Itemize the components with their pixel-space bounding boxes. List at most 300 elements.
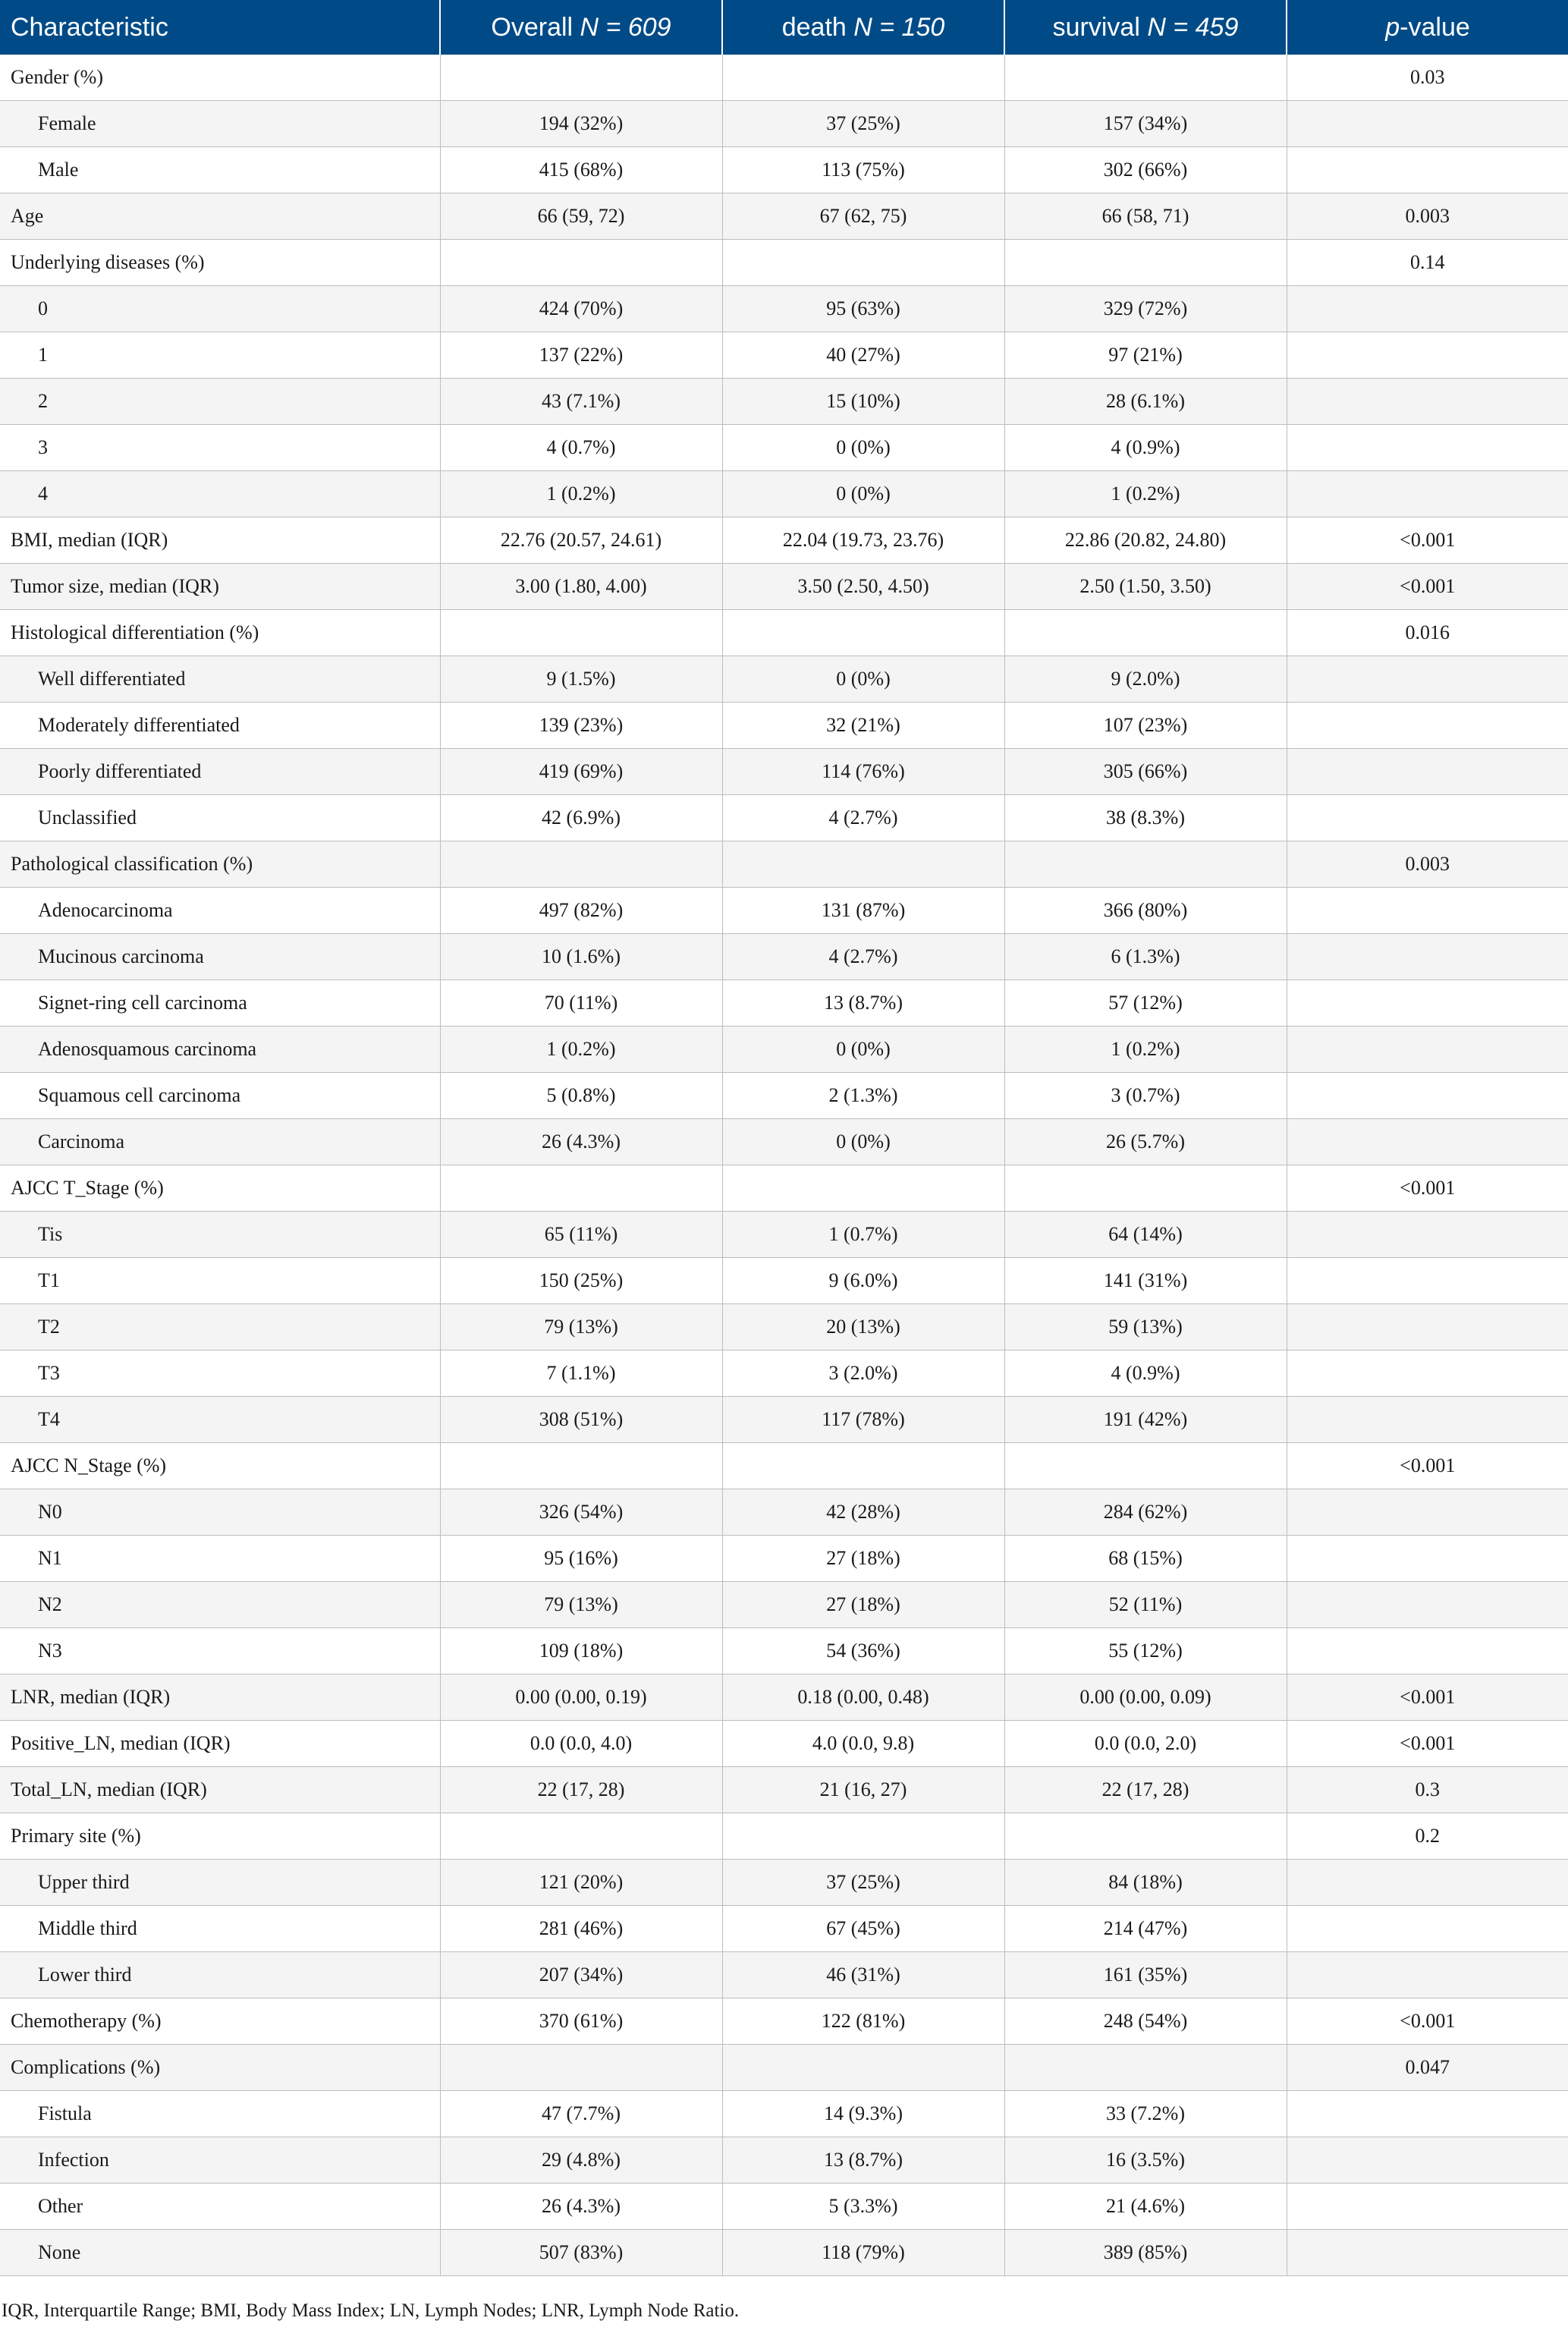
cell-overall: 370 (61%) [440,1998,722,2045]
cell-overall: 150 (25%) [440,1258,722,1304]
cell-overall: 0.00 (0.00, 0.19) [440,1674,722,1721]
cell-survival: 284 (62%) [1004,1489,1287,1536]
cell-survival [1004,1813,1287,1860]
table-row [0,1628,1568,1674]
cell-characteristic: Signet-ring cell carcinoma [0,980,440,1027]
table-row [0,2137,1568,2184]
cell-characteristic: Histological differentiation (%) [0,610,440,656]
table-row [0,1582,1568,1628]
header-characteristic [0,0,440,55]
table-row [0,1536,1568,1582]
cell-characteristic: Upper third [0,1860,440,1906]
cell-death: 0.18 (0.00, 0.48) [722,1674,1004,1721]
cell-overall: 207 (34%) [440,1952,722,1998]
cell-characteristic: N2 [0,1582,440,1628]
cell-characteristic: Complications (%) [0,2045,440,2091]
cell-death: 95 (63%) [722,286,1004,332]
cell-p-value [1287,425,1568,471]
cell-survival [1004,1165,1287,1212]
cell-death: 114 (76%) [722,749,1004,795]
cell-death [722,841,1004,888]
cell-overall [440,610,722,656]
table-row [0,101,1568,147]
table-row [0,888,1568,934]
cell-overall [440,1165,722,1212]
cell-characteristic: Pathological classification (%) [0,841,440,888]
cell-death: 122 (81%) [722,1998,1004,2045]
cell-survival: 1 (0.2%) [1004,471,1287,517]
cell-p-value [1287,1536,1568,1582]
cell-death: 4 (2.7%) [722,934,1004,980]
header-death [722,0,1004,55]
cell-survival: 141 (31%) [1004,1258,1287,1304]
cell-death: 0 (0%) [722,656,1004,703]
table-row [0,1119,1568,1165]
cell-characteristic: AJCC T_Stage (%) [0,1165,440,1212]
table-header [0,0,1568,55]
header-p-rest: -value [1400,12,1470,42]
cell-p-value [1287,1397,1568,1443]
cell-p-value [1287,1582,1568,1628]
cell-p-value [1287,2184,1568,2230]
table-row [0,2091,1568,2137]
table-row [0,517,1568,564]
cell-death: 4.0 (0.0, 9.8) [722,1721,1004,1767]
cell-characteristic: T1 [0,1258,440,1304]
cell-survival: 248 (54%) [1004,1998,1287,2045]
table-row [0,749,1568,795]
cell-survival: 16 (3.5%) [1004,2137,1287,2184]
header-survival-label: survival [1052,12,1148,42]
cell-characteristic: Tumor size, median (IQR) [0,564,440,610]
cell-death: 117 (78%) [722,1397,1004,1443]
header-death-label: death [781,12,854,42]
cell-death [722,55,1004,101]
table-row [0,564,1568,610]
cell-survival: 3 (0.7%) [1004,1073,1287,1119]
cell-p-value [1287,1628,1568,1674]
cell-overall: 95 (16%) [440,1536,722,1582]
table-row [0,841,1568,888]
cell-survival: 9 (2.0%) [1004,656,1287,703]
cell-p-value [1287,1258,1568,1304]
cell-characteristic: Moderately differentiated [0,703,440,749]
cell-death: 40 (27%) [722,332,1004,379]
cell-p-value: 0.3 [1287,1767,1568,1813]
cell-death: 67 (62, 75) [722,193,1004,240]
table-row [0,1813,1568,1860]
cell-survival: 214 (47%) [1004,1906,1287,1952]
cell-death: 131 (87%) [722,888,1004,934]
table-row [0,332,1568,379]
cell-p-value [1287,1489,1568,1536]
cell-characteristic: Infection [0,2137,440,2184]
cell-survival: 305 (66%) [1004,749,1287,795]
table-row [0,286,1568,332]
header-overall [440,0,722,55]
cell-overall: 7 (1.1%) [440,1351,722,1397]
cell-overall: 139 (23%) [440,703,722,749]
cell-survival: 4 (0.9%) [1004,425,1287,471]
cell-characteristic: Age [0,193,440,240]
cell-death: 21 (16, 27) [722,1767,1004,1813]
cell-survival: 1 (0.2%) [1004,1027,1287,1073]
table-row [0,703,1568,749]
cell-p-value: <0.001 [1287,517,1568,564]
cell-survival: 0.00 (0.00, 0.09) [1004,1674,1287,1721]
table-row [0,1351,1568,1397]
cell-death [722,610,1004,656]
cell-characteristic: Lower third [0,1952,440,1998]
cell-survival [1004,1443,1287,1489]
cell-overall: 65 (11%) [440,1212,722,1258]
cell-death: 3.50 (2.50, 4.50) [722,564,1004,610]
cell-p-value: <0.001 [1287,1165,1568,1212]
cell-death: 54 (36%) [722,1628,1004,1674]
cell-characteristic: Fistula [0,2091,440,2137]
cell-overall: 22 (17, 28) [440,1767,722,1813]
cell-death: 20 (13%) [722,1304,1004,1351]
cell-characteristic: N0 [0,1489,440,1536]
cell-overall: 281 (46%) [440,1906,722,1952]
cell-death: 3 (2.0%) [722,1351,1004,1397]
header-p-value [1287,0,1568,55]
cell-characteristic: Squamous cell carcinoma [0,1073,440,1119]
cell-survival: 6 (1.3%) [1004,934,1287,980]
cell-overall: 10 (1.6%) [440,934,722,980]
cell-p-value [1287,471,1568,517]
table-row [0,1165,1568,1212]
cell-survival: 22 (17, 28) [1004,1767,1287,1813]
cell-overall: 3.00 (1.80, 4.00) [440,564,722,610]
cell-death: 0 (0%) [722,1119,1004,1165]
cell-death: 118 (79%) [722,2230,1004,2276]
cell-death [722,1813,1004,1860]
header-overall-n: N = 609 [580,12,671,42]
cell-p-value [1287,703,1568,749]
cell-death: 27 (18%) [722,1536,1004,1582]
cell-p-value [1287,934,1568,980]
cell-characteristic: Unclassified [0,795,440,841]
cell-characteristic: 4 [0,471,440,517]
cell-overall [440,1443,722,1489]
cell-overall [440,841,722,888]
cell-death: 2 (1.3%) [722,1073,1004,1119]
cell-survival: 2.50 (1.50, 3.50) [1004,564,1287,610]
cell-p-value [1287,980,1568,1027]
cell-p-value: <0.001 [1287,564,1568,610]
cell-characteristic: Male [0,147,440,193]
cell-survival: 26 (5.7%) [1004,1119,1287,1165]
cell-death: 42 (28%) [722,1489,1004,1536]
cell-survival: 84 (18%) [1004,1860,1287,1906]
cell-death: 27 (18%) [722,1582,1004,1628]
cell-overall: 0.0 (0.0, 4.0) [440,1721,722,1767]
table-row [0,1998,1568,2045]
cell-overall: 308 (51%) [440,1397,722,1443]
cell-overall: 79 (13%) [440,1304,722,1351]
cell-survival: 161 (35%) [1004,1952,1287,1998]
cell-death [722,240,1004,286]
cell-overall: 137 (22%) [440,332,722,379]
cell-characteristic: 2 [0,379,440,425]
header-survival [1004,0,1287,55]
table-row [0,55,1568,101]
cell-survival: 302 (66%) [1004,147,1287,193]
cell-characteristic: AJCC N_Stage (%) [0,1443,440,1489]
cell-characteristic: LNR, median (IQR) [0,1674,440,1721]
table-row [0,1860,1568,1906]
table-row [0,471,1568,517]
cell-characteristic: Gender (%) [0,55,440,101]
cell-characteristic: Total_LN, median (IQR) [0,1767,440,1813]
table-row [0,1258,1568,1304]
table-row [0,193,1568,240]
table-row [0,1073,1568,1119]
cell-survival: 22.86 (20.82, 24.80) [1004,517,1287,564]
cell-death: 67 (45%) [722,1906,1004,1952]
cell-overall: 26 (4.3%) [440,1119,722,1165]
cell-survival: 329 (72%) [1004,286,1287,332]
cell-death: 15 (10%) [722,379,1004,425]
cell-p-value [1287,147,1568,193]
cell-overall: 419 (69%) [440,749,722,795]
table-row [0,1027,1568,1073]
cell-survival: 28 (6.1%) [1004,379,1287,425]
cell-survival: 64 (14%) [1004,1212,1287,1258]
cell-survival: 366 (80%) [1004,888,1287,934]
table-row [0,980,1568,1027]
cell-p-value: <0.001 [1287,1998,1568,2045]
cell-overall: 415 (68%) [440,147,722,193]
cell-characteristic: Adenosquamous carcinoma [0,1027,440,1073]
cell-survival: 21 (4.6%) [1004,2184,1287,2230]
cell-overall [440,1813,722,1860]
cell-characteristic: 3 [0,425,440,471]
cell-death: 37 (25%) [722,1860,1004,1906]
table-row [0,656,1568,703]
cell-overall: 326 (54%) [440,1489,722,1536]
cell-p-value [1287,2230,1568,2276]
cell-overall: 42 (6.9%) [440,795,722,841]
cell-characteristic: T3 [0,1351,440,1397]
cell-survival: 59 (13%) [1004,1304,1287,1351]
cell-death: 22.04 (19.73, 23.76) [722,517,1004,564]
cell-overall: 66 (59, 72) [440,193,722,240]
table-row [0,1906,1568,1952]
cell-p-value [1287,1351,1568,1397]
cell-death: 0 (0%) [722,471,1004,517]
cell-p-value [1287,1304,1568,1351]
table-row [0,1489,1568,1536]
table-row [0,2045,1568,2091]
cell-overall: 29 (4.8%) [440,2137,722,2184]
table-row [0,1443,1568,1489]
cell-characteristic: T2 [0,1304,440,1351]
header-p-italic: p [1385,12,1400,42]
cell-characteristic: N1 [0,1536,440,1582]
cell-p-value [1287,1906,1568,1952]
cell-overall: 1 (0.2%) [440,471,722,517]
cell-survival: 52 (11%) [1004,1582,1287,1628]
cell-characteristic: Primary site (%) [0,1813,440,1860]
cell-overall: 70 (11%) [440,980,722,1027]
cell-characteristic: Mucinous carcinoma [0,934,440,980]
table-row [0,240,1568,286]
cell-p-value: 0.03 [1287,55,1568,101]
cell-overall: 43 (7.1%) [440,379,722,425]
cell-characteristic: Underlying diseases (%) [0,240,440,286]
cell-p-value [1287,1212,1568,1258]
cell-survival: 107 (23%) [1004,703,1287,749]
cell-p-value [1287,101,1568,147]
cell-p-value [1287,1073,1568,1119]
cell-p-value [1287,332,1568,379]
table-row [0,1952,1568,1998]
cell-survival [1004,240,1287,286]
cell-death: 5 (3.3%) [722,2184,1004,2230]
cell-p-value [1287,1952,1568,1998]
cell-p-value [1287,286,1568,332]
table-row [0,1212,1568,1258]
cell-p-value: 0.003 [1287,841,1568,888]
cell-overall: 1 (0.2%) [440,1027,722,1073]
cell-characteristic: Well differentiated [0,656,440,703]
table-row [0,2230,1568,2276]
table-row [0,610,1568,656]
header-overall-label: Overall [491,12,580,42]
cell-overall [440,2045,722,2091]
table-body [0,55,1568,2276]
cell-overall: 47 (7.7%) [440,2091,722,2137]
cell-survival: 191 (42%) [1004,1397,1287,1443]
cell-survival: 0.0 (0.0, 2.0) [1004,1721,1287,1767]
cell-death: 0 (0%) [722,1027,1004,1073]
cell-death: 4 (2.7%) [722,795,1004,841]
cell-overall: 121 (20%) [440,1860,722,1906]
cell-survival: 4 (0.9%) [1004,1351,1287,1397]
cell-overall: 79 (13%) [440,1582,722,1628]
cell-p-value [1287,749,1568,795]
cell-survival: 33 (7.2%) [1004,2091,1287,2137]
table-row [0,2184,1568,2230]
cell-survival: 66 (58, 71) [1004,193,1287,240]
header-characteristic-label: Characteristic [11,12,168,42]
cell-overall: 26 (4.3%) [440,2184,722,2230]
cell-p-value: <0.001 [1287,1443,1568,1489]
header-row [0,0,1568,55]
cell-p-value [1287,1860,1568,1906]
cell-survival: 97 (21%) [1004,332,1287,379]
cell-overall: 109 (18%) [440,1628,722,1674]
cell-overall: 194 (32%) [440,101,722,147]
cell-characteristic: Female [0,101,440,147]
cell-p-value [1287,2137,1568,2184]
cell-death: 13 (8.7%) [722,980,1004,1027]
cell-p-value [1287,1119,1568,1165]
cell-survival: 68 (15%) [1004,1536,1287,1582]
table-row [0,795,1568,841]
cell-p-value [1287,1027,1568,1073]
cell-death: 13 (8.7%) [722,2137,1004,2184]
cell-death [722,2045,1004,2091]
cell-characteristic: Tis [0,1212,440,1258]
cell-p-value [1287,888,1568,934]
table-row [0,934,1568,980]
cell-survival: 57 (12%) [1004,980,1287,1027]
cell-survival [1004,610,1287,656]
cell-overall: 9 (1.5%) [440,656,722,703]
cell-p-value: 0.016 [1287,610,1568,656]
cell-p-value [1287,795,1568,841]
header-survival-n: N = 459 [1147,12,1239,42]
cell-death: 0 (0%) [722,425,1004,471]
cell-overall [440,240,722,286]
cell-characteristic: Positive_LN, median (IQR) [0,1721,440,1767]
cell-characteristic: None [0,2230,440,2276]
cell-overall: 22.76 (20.57, 24.61) [440,517,722,564]
cell-survival: 157 (34%) [1004,101,1287,147]
cell-death: 32 (21%) [722,703,1004,749]
cell-characteristic: BMI, median (IQR) [0,517,440,564]
cell-p-value: 0.047 [1287,2045,1568,2091]
cell-p-value [1287,379,1568,425]
cell-death: 9 (6.0%) [722,1258,1004,1304]
table-row [0,379,1568,425]
cell-overall: 507 (83%) [440,2230,722,2276]
cell-characteristic: Carcinoma [0,1119,440,1165]
cell-death: 46 (31%) [722,1952,1004,1998]
table-row [0,147,1568,193]
cell-death: 37 (25%) [722,101,1004,147]
cell-p-value: <0.001 [1287,1721,1568,1767]
cell-death: 14 (9.3%) [722,2091,1004,2137]
table-row [0,1304,1568,1351]
cell-characteristic: N3 [0,1628,440,1674]
cell-overall [440,55,722,101]
cell-overall: 497 (82%) [440,888,722,934]
cell-characteristic: 0 [0,286,440,332]
table-row [0,1397,1568,1443]
table-row [0,1767,1568,1813]
cell-death [722,1443,1004,1489]
cell-overall: 4 (0.7%) [440,425,722,471]
cell-characteristic: Chemotherapy (%) [0,1998,440,2045]
cell-survival: 389 (85%) [1004,2230,1287,2276]
cell-p-value: 0.14 [1287,240,1568,286]
table-row [0,1674,1568,1721]
cell-survival: 38 (8.3%) [1004,795,1287,841]
cell-death: 1 (0.7%) [722,1212,1004,1258]
cell-characteristic: Middle third [0,1906,440,1952]
cell-characteristic: 1 [0,332,440,379]
cell-overall: 424 (70%) [440,286,722,332]
table-row [0,1721,1568,1767]
cell-p-value [1287,2091,1568,2137]
cell-characteristic: Adenocarcinoma [0,888,440,934]
cell-death [722,1165,1004,1212]
cell-overall: 5 (0.8%) [440,1073,722,1119]
header-death-n: N = 150 [853,12,945,42]
cell-death: 113 (75%) [722,147,1004,193]
cell-survival [1004,841,1287,888]
cell-survival: 55 (12%) [1004,1628,1287,1674]
cell-characteristic: Poorly differentiated [0,749,440,795]
table-row [0,425,1568,471]
cell-survival [1004,2045,1287,2091]
cell-characteristic: T4 [0,1397,440,1443]
cell-survival [1004,55,1287,101]
